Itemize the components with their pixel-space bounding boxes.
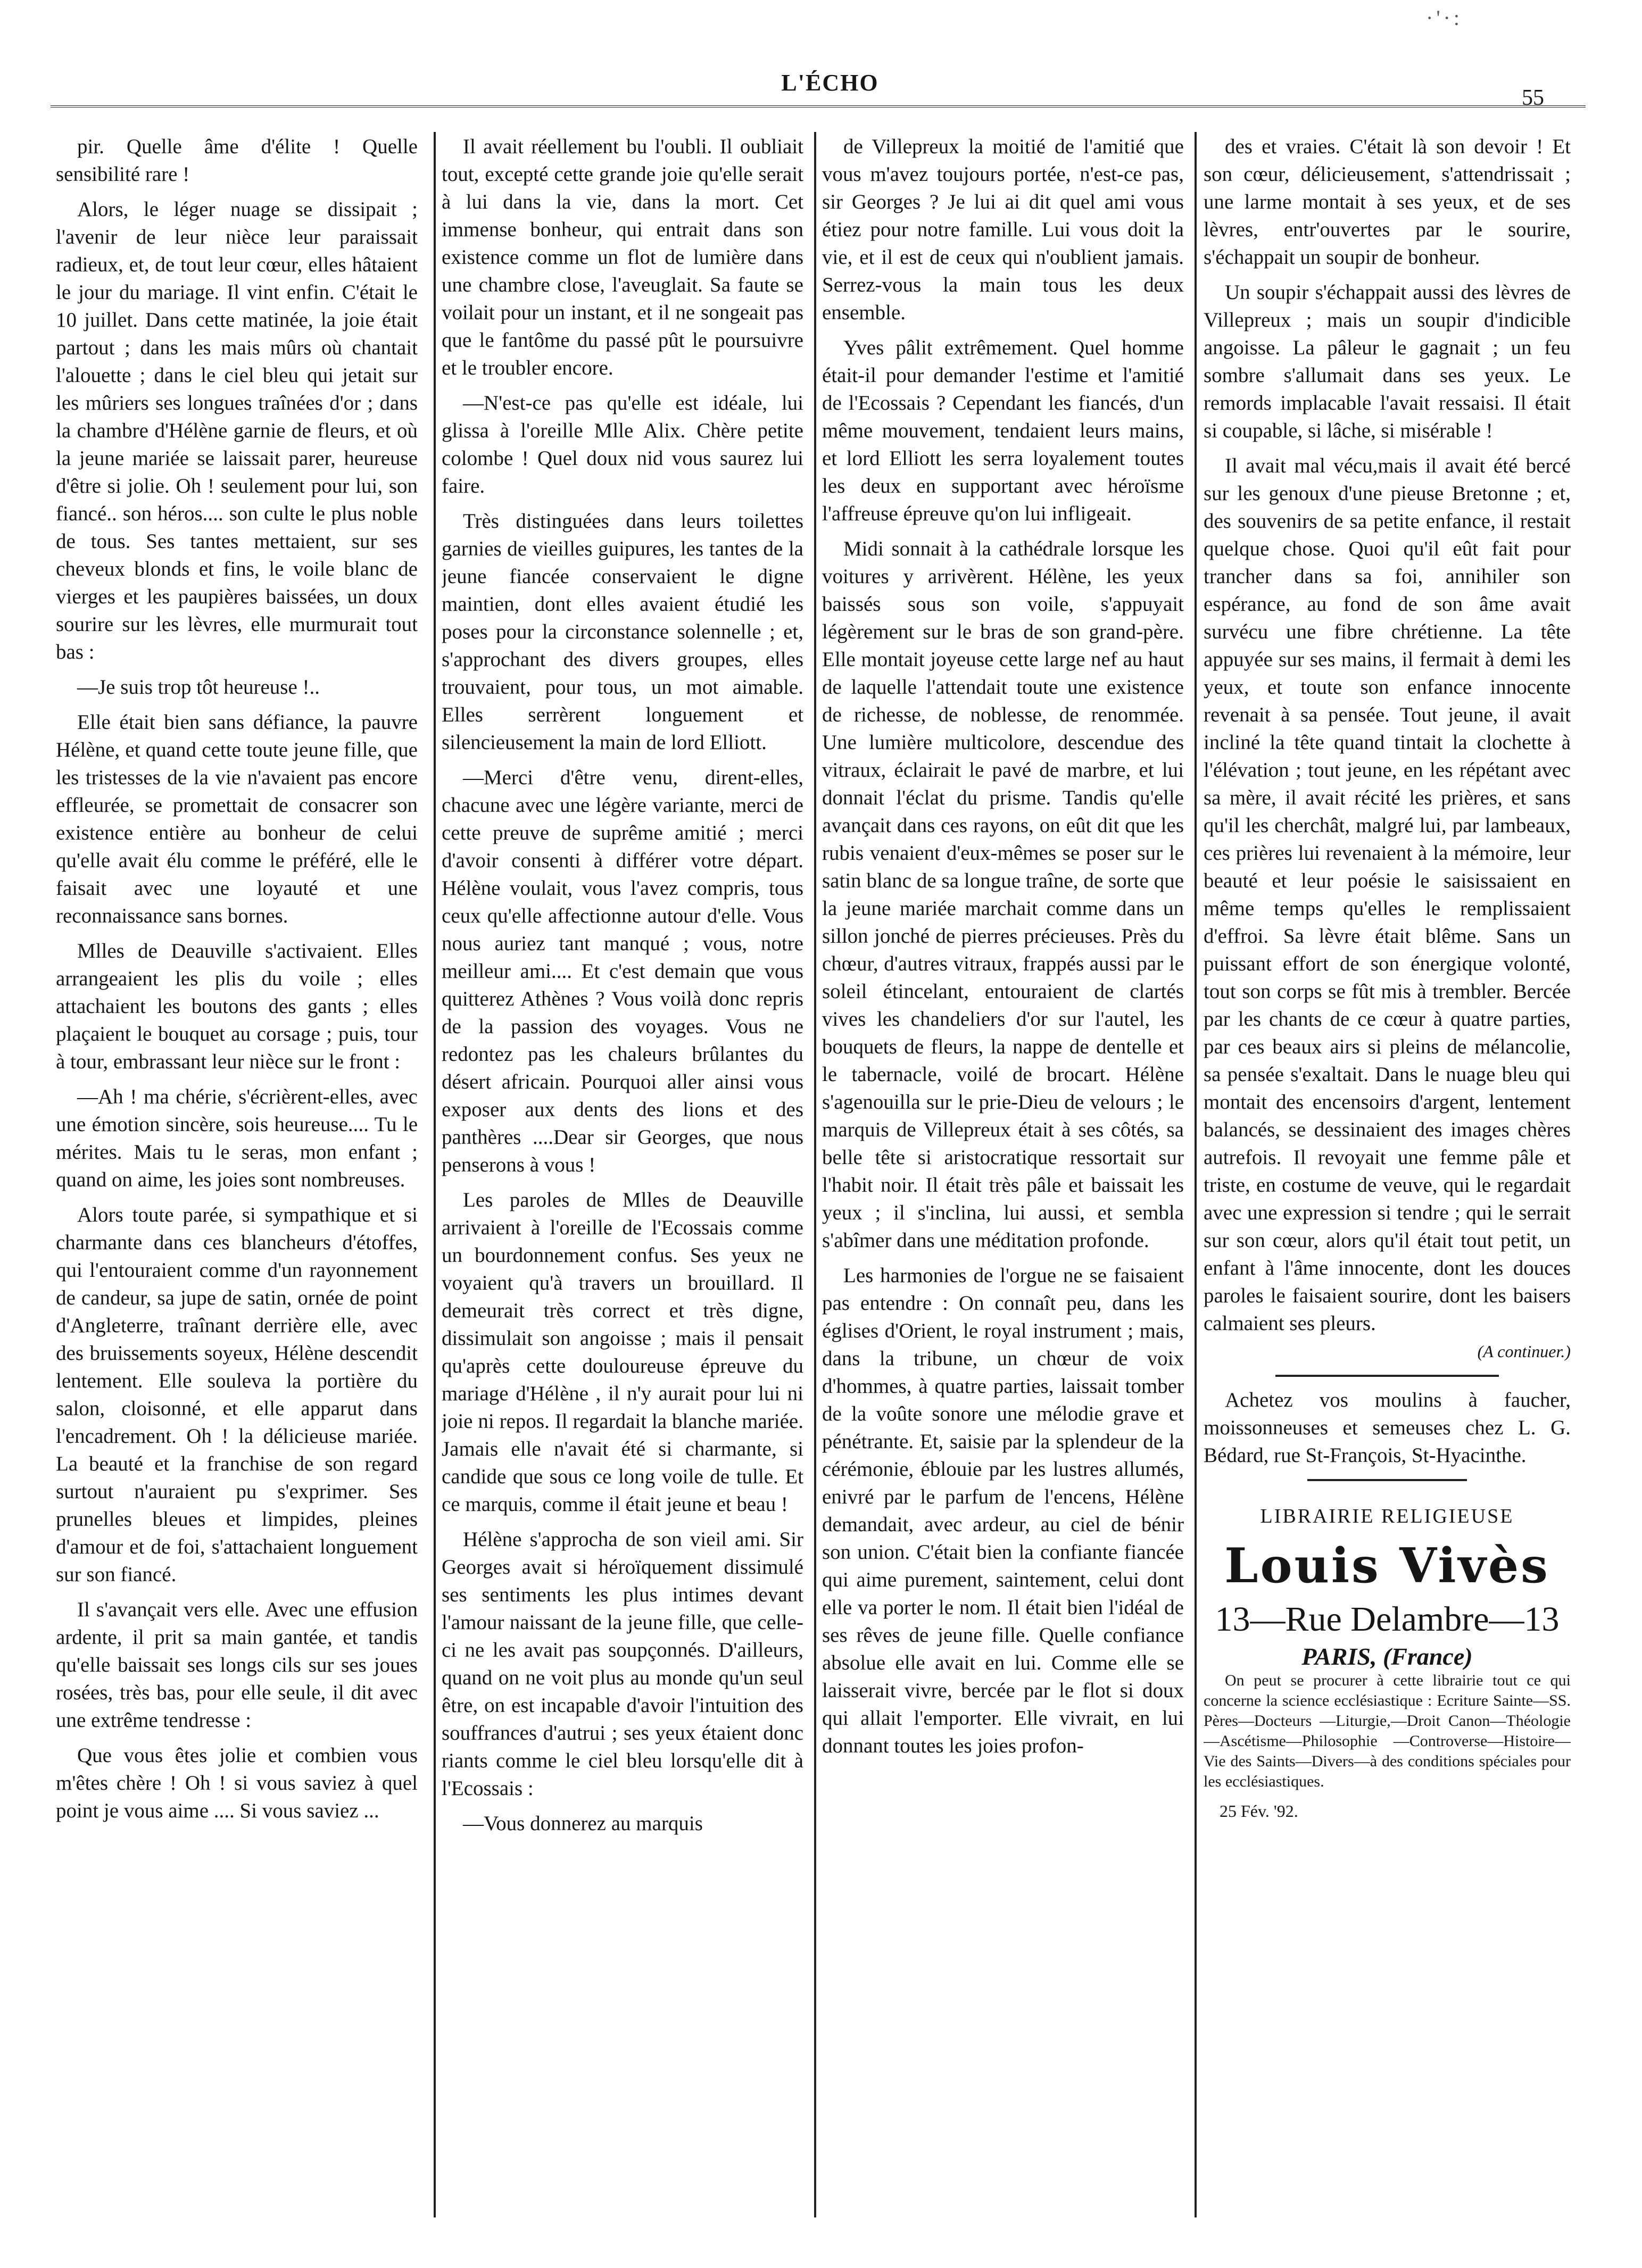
article-paragraph: Les harmonies de l'orgue ne se faisaient pas entendre : On connaît peu, dans les églises d'Orient, le royal instrument ; mais, dans la tribune, un chœur de voix d'hommes, à quatre parties, laissait tomber de la voûte sonore une mélodie grave et pénétrante. Et, saisie par la splendeur de la cérémonie, éblouie par les lustres allumés, enivré par le parfum de l'encens, Hélène demandait, avec ardeur, au ciel de bénir son union. C'était bien la confiante fiancée qui aime purement, saintement, celui dont elle va porter le nom. Il était bien l'idéal de ses rêves de jeune fille. Quelle confiance absolue elle avait en lui. Comme elle se laisserait vivre, bercée par le flot si doux qui allait l'emporter. Elle vivrait, en lui donnant toutes les joies profon-: [822, 1264, 1184, 1757]
article-paragraph: Très distinguées dans leurs toilettes garnies de vieilles guipures, les tantes de la jeune fiancée conservaient le digne maintien, dont elles avaient étudié les poses pour la circonstance solennelle ; et, s'approchant des divers groupes, elles trouvaient, pour tous, un mot aimable. Elles serrèrent longuement et silencieusement la main de lord Elliott.: [442, 510, 803, 754]
page-header: [0, 0, 1642, 117]
article-paragraph: de Villepreux la moitié de l'amitié que vous m'avez toujours portée, n'est-ce pas, sir Georges ? Je lui ai dit quel ami vous étiez pour notre famille. Lui vous doit la vie, et il est de ceux qui n'oublient jamais. Serrez-vous la main tous les deux ensemble.: [822, 135, 1184, 324]
article-paragraph: Il avait réellement bu l'oubli. Il oubliait tout, excepté cette grande joie qu'elle serait à lui dans la vie, dans la mort. Cet immense bonheur, qui entrait dans son existence comme un flot de lumière dans une chambre close, l'aveuglait. Sa faute se voilait pour un instant, et il ne songeait pas que le fantôme du passé pût le poursuivre et le troubler encore.: [442, 135, 803, 379]
article-paragraph: Hélène s'approcha de son vieil ami. Sir Georges avait si héroïquement dissimulé ses sentiments les plus intimes devant l'amour naissant de la jeune fille, que celle-ci ne les avait pas soupçonnés. D'ailleurs, quand on ne voit plus au monde qu'un seul être, on est incapable d'avoir l'intuition des souffrances d'autrui ; ses yeux étaient donc riants comme le ciel bleu lorsqu'elle dit à l'Ecossais :: [442, 1528, 803, 1800]
article-paragraph: Il s'avançait vers elle. Avec une effusion ardente, il prit sa main gantée, et tandis qu'elle baissait ses longs cils sur ses joues rosées, très bas, pour elle seule, il dit avec une extrême tendresse :: [56, 1598, 418, 1732]
page-number: 55: [1522, 86, 1544, 110]
article-paragraph: —N'est-ce pas qu'elle est idéale, lui glissa à l'oreille Mlle Alix. Chère petite colombe ! Quel doux nid vous saurez lui faire.: [442, 392, 803, 497]
article-paragraph: Mlles de Deauville s'activaient. Elles arrangeaient les plis du voile ; elles attachaient les boutons des gants ; elles plaçaient le bouquet au corsage ; puis, tour à tour, embrassant leur nièce sur le front :: [56, 940, 418, 1073]
article-paragraph: Elle était bien sans défiance, la pauvre Hélène, et quand cette toute jeune fille, que les tristesses de la vie n'avaient pas encore effleurée, se promettait de consacrer son existence entière au bonheur de celui qu'elle avait élu comme le préféré, elle le faisait avec une loyauté et une reconnaissance sans bornes.: [56, 711, 418, 927]
library-city: PARIS, (France): [1301, 1643, 1473, 1670]
library-description: On peut se procurer à cette librairie tout ce qui concerne la science ecclésiastique : Ecriture Sainte—SS. Pères—Docteurs —Liturgie,—Droit Canon—Théologie—Ascétisme—Philosophie —Controverse—Histoire—Vie des Saints—Divers—à des conditions spéciales pour les ecclésiastiques.: [1204, 1672, 1571, 1790]
section-rule: [1275, 1375, 1499, 1377]
article-paragraph: Que vous êtes jolie et combien vous m'êtes chère ! Oh ! si vous saviez à quel point je vous aime .... Si vous saviez ...: [56, 1744, 418, 1822]
library-name: Louis Vivès: [1224, 1538, 1550, 1594]
library-address: 13—Rue Delambre—13: [1215, 1600, 1560, 1639]
article-paragraph: des et vraies. C'était là son devoir ! Et son cœur, délicieusement, s'attendrissait ; une larme montait à ses yeux, et de ses lèvres, entr'ouvertes par le sourire, s'échappait un soupir de bonheur.: [1204, 135, 1571, 269]
corner-marks: ·'·:: [1426, 6, 1463, 30]
article-paragraph: Alors, le léger nuage se dissipait ; l'avenir de leur nièce leur paraissait radieux, et, de tout leur cœur, elles hâtaient le jour du mariage. Il vint enfin. C'était le 10 juillet. Dans cette matinée, la joie était partout ; dans les mais mûrs où chantait l'alouette ; dans le ciel bleu qui jetait sur les mûriers ses longues traînées d'or ; dans la chambre d'Hélène garnie de fleurs, et où la jeune mariée se laissait parer, heureuse d'être si jolie. Oh ! seulement pour lui, son fiancé.. son héros.... son culte le plus noble de tous. Ses tantes mettaient, sur ses cheveux blonds et fins, le voile blanc de vierges et les paupières baissées, un doux sourire sur les lèvres, elle murmurait tout bas :: [56, 198, 418, 663]
column-divider: [434, 132, 436, 2217]
advert-date: 25 Fév. '92.: [1220, 1801, 1298, 1821]
column-3: [822, 133, 1184, 2224]
newspaper-title: L'ÉCHO: [781, 70, 879, 96]
article-paragraph: Un soupir s'échappait aussi des lèvres de Villepreux ; mais un soupir d'indicible angoisse. La pâleur le gagnait ; un feu sombre s'allumait dans ses yeux. Le remords implacable l'avait ressaisi. Il était si coupable, si lâche, si misérable !: [1204, 281, 1571, 442]
article-paragraph: Il avait mal vécu,mais il avait été bercé sur les genoux d'une pieuse Bretonne ; et, des souvenirs de sa petite enfance, il restait quelque chose. Quoi qu'il eût fait pour trancher dans sa foi, annihiler son espérance, au fond de son âme avait survécu une fibre chrétienne. La tête appuyée sur ses mains, il fermait à demi les yeux, et toute son enfance innocente revenait à sa pensée. Tout jeune, il avait incliné la tête quand tintait la clochette à l'élévation ; tout jeune, en les répétant avec sa mère, il avait récité les prières, et sans qu'il les cherchât, malgré lui, par lambeaux, ces prières lui revenaient à la mémoire, leur beauté et leur poésie le saisissaient en même temps qu'elles le remplissaient d'effroi. Sa lèvre était blême. Sans un puissant effort de son énergique volonté, tout son corps se fût mis à trembler. Bercée par les chants de ce cœur à quatre parties, par ces beaux airs si pleins de mélancolie, sa pensée s'exaltait. Dans le nuage bleu qui montait des encensoirs d'argent, lentement balancés, se dessinaient des images chères autrefois. Il revoyait une femme pâle et triste, en costume de veuve, qui le regardait avec une expression si tendre ; qui le serrait sur son cœur, alors qu'il était tout petit, un enfant à l'âme innocente, dont les douces paroles le faisaient sourire, dont les baisers calmaient ses pleurs.: [1204, 454, 1571, 1335]
column-divider: [814, 132, 816, 2217]
section-rule: [1307, 1479, 1467, 1481]
column-4-text: [1204, 133, 1571, 1337]
column-divider: [1195, 132, 1197, 2217]
library-heading: LIBRAIRIE RELIGIEUSE: [1260, 1505, 1514, 1527]
column-4: [1204, 133, 1571, 2224]
column-1: [56, 133, 418, 2224]
article-paragraph: —Je suis trop tôt heureuse !..: [77, 676, 320, 699]
article-paragraph: —Ah ! ma chérie, s'écrièrent-elles, avec une émotion sincère, sois heureuse.... Tu le mérites. Mais tu le seras, mon enfant ; quand on aime, les joies sont nombreuses.: [56, 1085, 418, 1191]
article-paragraph: Midi sonnait à la cathédrale lorsque les voitures y arrivèrent. Hélène, les yeux baissés sous son voile, s'appuyait légèrement sur le bras de son grand-père. Elle montait joyeuse cette large nef au haut de laquelle l'attendait toute une existence de richesse, de noblesse, de renommée. Une lumière multicolore, descendue des vitraux, éclairait le pavé de marbre, et lui donnait l'éclat du prisme. Tandis qu'elle avançait dans ces rayons, on eût dit que les rubis venaient d'eux-mêmes se poser sur le satin blanc de sa longue traîne, de sorte que la jeune mariée marchait comme dans un sillon jonché de pierres précieuses. Près du chœur, d'autres vitraux, frappés aussi par le soleil étincelant, entouraient de clartés vives les chandeliers d'or sur l'autel, les bouquets de fleurs, la nappe de dentelle et le tabernacle, voilé de brocart. Hélène s'agenouilla sur le prie-Dieu de velours ; le marquis de Villepreux était à ses côtés, sa belle tête si aristocratique ressortait sur l'habit noir. Il était très pâle et baissait les yeux ; il s'inclina, lui aussi, et sembla s'abîmer dans une méditation profonde.: [822, 537, 1184, 1252]
article-paragraph: Yves pâlit extrêmement. Quel homme était-il pour demander l'estime et l'amitié de l'Ecossais ? Cependant les fiancés, d'un même mouvement, tendaient leurs mains, et lord Elliott les serra loyalement toutes les deux en supportant avec héroïsme l'affreuse épreuve qu'on lui infligeait.: [822, 336, 1184, 525]
article-paragraph: —Merci d'être venu, dirent-elles, chacune avec une légère variante, merci de cette preuve de suprême amitié ; merci d'avoir consenti à différer votre départ. Hélène voulait, vous l'avez compris, tous ceux qu'elle affectionne autour d'elle. Vous nous auriez tant manqué ; vous, notre meilleur ami.... Et c'est demain que vous quitterez Athènes ? Vous voilà donc repris de la passion des voyages. Vous ne redontez pas les chaleurs brûlantes du désert africain. Pourquoi aller ainsi vous exposer aux dents des lions et des panthères ....Dear sir Georges, que nous penserons à vous !: [442, 766, 803, 1176]
advertisement-bedard: Achetez vos moulins à faucher, moissonneuses et semeuses chez L. G. Bédard, rue St-François, St-Hyacinthe.: [1204, 1389, 1571, 1467]
article-paragraph: Alors toute parée, si sympathique et si charmante dans ces blancheurs d'étoffes, qui l'entouraient comme d'un rayonnement de candeur, sa jupe de satin, ornée de point d'Angleterre, traînant derrière elle, avec des bruissements soyeux, Hélène descendit lentement. Elle souleva la portière du salon, cloisonné, et elle apparut dans l'encadrement. Oh ! la délicieuse mariée. La beauté et la franchise de son regard surtout n'auraient pu s'exprimer. Ses prunelles bleues et limpides, pleines d'amour et de foi, s'attachaient longuement sur son fiancé.: [56, 1203, 418, 1586]
article-paragraph: —Vous donnerez au marquis: [463, 1812, 703, 1835]
header-rule: [51, 105, 1586, 107]
to-be-continued: (A continuer.): [1477, 1342, 1571, 1361]
article-paragraph: pir. Quelle âme d'élite ! Quelle sensibilité rare !: [56, 135, 418, 186]
column-2: [442, 133, 803, 2224]
article-paragraph: Les paroles de Mlles de Deauville arrivaient à l'oreille de l'Ecossais comme un bourdonnement confus. Ses yeux ne voyaient qu'à travers un brouillard. Il demeurait très correct et très digne, dissimulait son angoisse ; mais il pensait qu'après cette douloureuse épreuve du mariage d'Hélène , il n'y aurait pour lui ni joie ni repos. Il regardait la blanche mariée. Jamais elle n'avait été si charmante, si candide que sous ce long voile de tulle. Et ce marquis, comme il était jeune et beau !: [442, 1189, 803, 1516]
